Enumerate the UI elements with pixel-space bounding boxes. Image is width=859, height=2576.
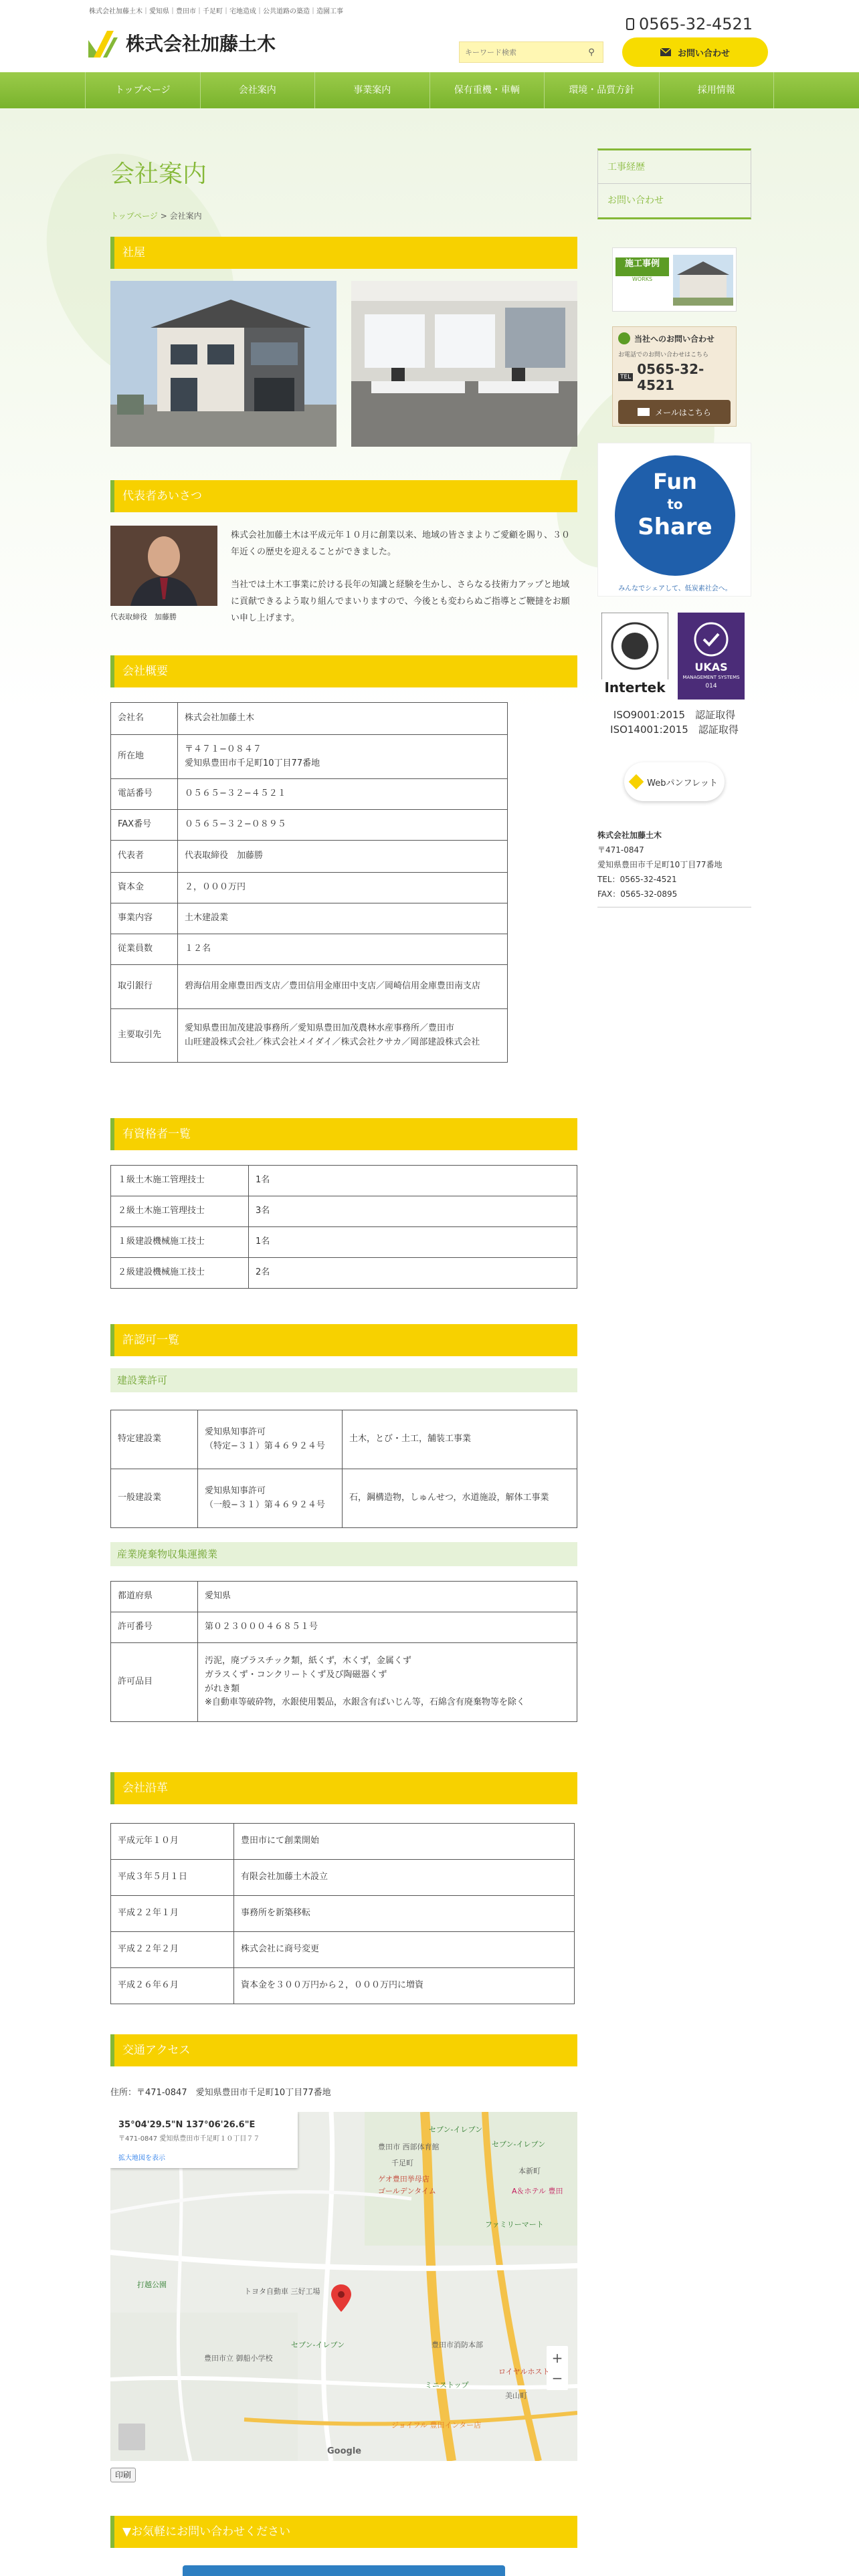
pamphlet-banner[interactable] — [597, 762, 751, 802]
contact-banner[interactable] — [597, 326, 751, 427]
svg-text:+: + — [551, 2350, 563, 2366]
map-info-card — [110, 2112, 298, 2168]
fun-share-text: Share — [638, 514, 712, 540]
contact-banner-sub: お電話でのお問い合わせはこちら — [618, 352, 709, 358]
map-label: 豊田市 西部体育館 — [378, 2143, 440, 2151]
history-row — [111, 1968, 575, 2004]
contact-check-icon — [618, 332, 630, 344]
works-banner-photo — [673, 255, 733, 306]
header-tel-number: 0565-32-4521 — [639, 15, 753, 33]
waste-permit-row — [111, 1643, 577, 1722]
history-row — [111, 1896, 575, 1932]
overview-row — [111, 735, 508, 779]
map-label: 本新町 — [518, 2167, 541, 2175]
map-label: 豊田市立 御船小学校 — [204, 2354, 273, 2363]
office-exterior-photo — [110, 281, 337, 447]
construction-permit-table — [110, 1410, 577, 1528]
map-label: ジョイフル 豊田インター店 — [391, 2421, 482, 2430]
fun-text: Fun — [653, 469, 697, 494]
licenses-heading: 有資格者一覧 — [110, 1118, 577, 1150]
history-event-cell: 豊田市にて創業開始 — [234, 1824, 575, 1860]
map-label: ゴールデンタイム — [378, 2187, 436, 2195]
nav-item-business[interactable]: 事業案内 — [314, 72, 430, 108]
print-button[interactable]: 印刷 — [110, 2468, 136, 2482]
license-label-cell: １級土木施工管理技士 — [111, 1166, 249, 1196]
permit-number-cell: 愛知県知事許可 （特定−３１）第４６９２４号 — [198, 1410, 343, 1469]
license-row — [111, 1166, 577, 1196]
nav-item-equipment[interactable]: 保有重機・車輌 — [430, 72, 545, 108]
history-date-cell: 平成３年５月１日 — [111, 1860, 234, 1896]
phone-icon — [626, 18, 635, 30]
map-coord: 35°04'29.5"N 137°06'26.6"E — [118, 2120, 256, 2130]
search-input[interactable] — [460, 42, 580, 62]
ukas-crown-icon — [688, 618, 735, 658]
history-section — [110, 1772, 577, 1991]
map-address: 〒471-0847 愛知県豊田市千足町１０丁目７７ — [118, 2135, 260, 2143]
iso14001-text: ISO14001:2015 認証取得 — [610, 724, 739, 736]
search-box — [459, 41, 603, 63]
ukas-label: UKAS — [694, 661, 728, 673]
overview-row — [111, 810, 508, 841]
pamphlet-icon — [629, 774, 644, 790]
sidebar-nav — [597, 148, 751, 219]
fun-to-text: to — [667, 496, 683, 512]
breadcrumb-current: 会社案内 — [169, 211, 202, 221]
waste-label-cell: 都道府県 — [111, 1582, 198, 1612]
office-section — [110, 237, 577, 269]
overview-label-cell: 従業員数 — [111, 934, 178, 965]
inquiry-section — [110, 2516, 577, 2548]
overview-value-cell: 土木建設業 — [178, 903, 508, 934]
map-enlarge-link[interactable]: 拡大地図を表示 — [118, 2155, 165, 2162]
overview-value-cell: ２，０００万円 — [178, 873, 508, 903]
permits-section — [110, 1324, 577, 1708]
waste-value-cell: 愛知県 — [198, 1582, 577, 1612]
license-label-cell: ２級建設機械施工技士 — [111, 1258, 249, 1289]
map-label: ファミリーマート — [485, 2220, 544, 2229]
overview-value-cell: 〒４７１−０８４７ 愛知県豊田市千足町10丁目77番地 — [178, 735, 508, 779]
company-fax: FAX：0565-32-0895 — [597, 889, 678, 899]
construction-permit-row — [111, 1410, 577, 1469]
license-row — [111, 1258, 577, 1289]
waste-permit-table — [110, 1581, 577, 1722]
map-label: セブン-イレブン — [492, 2140, 546, 2149]
map-label: トヨタ自動車 三好工場 — [244, 2287, 320, 2296]
license-value-cell: 1名 — [249, 1227, 577, 1258]
waste-value-cell: 汚泥，廃プラスチック類，紙くず，木くず，金属くず ガラスくず・コンクリートくず及び陶磁器くず がれき類 ※自動車等破砕物，水銀使用製品，水銀含有ばいじん等，石綿含有廃棄物等を除く — [198, 1643, 577, 1722]
nav-item-policy[interactable]: 環境・品質方針 — [544, 72, 659, 108]
map-label: セブン-イレブン — [429, 2125, 483, 2134]
logo-mark-icon — [87, 27, 119, 59]
fun-to-share-banner[interactable] — [597, 443, 751, 597]
site-logo[interactable] — [87, 27, 276, 59]
history-date-cell: 平成２６年６月 — [111, 1968, 234, 2004]
license-value-cell: 3名 — [249, 1196, 577, 1227]
history-row — [111, 1860, 575, 1896]
history-event-cell: 事務所を新築移転 — [234, 1896, 575, 1932]
overview-label-cell: 代表者 — [111, 841, 178, 873]
waste-permit-row — [111, 1612, 577, 1643]
history-event-cell: 株式会社に商号変更 — [234, 1932, 575, 1968]
access-heading: 交通アクセス — [110, 2034, 577, 2066]
permit-scope-cell: 石，鋼構造物，しゅんせつ，水道施設，解体工事業 — [343, 1469, 577, 1528]
license-row — [111, 1196, 577, 1227]
overview-label-cell: 取引銀行 — [111, 965, 178, 1009]
company-zip: 〒471-0847 — [597, 845, 644, 855]
header-contact-label: お問い合わせ — [677, 48, 730, 59]
overview-value-cell: 株式会社加藤土木 — [178, 703, 508, 735]
overview-value-cell: 碧海信用金庫豊田西支店／豊田信用金庫田中支店／岡崎信用金庫豊田南支店 — [178, 965, 508, 1009]
permit-number-cell: 愛知県知事許可 （一般−３１）第４６９２４号 — [198, 1469, 343, 1528]
overview-label-cell: 資本金 — [111, 873, 178, 903]
overview-label-cell: 所在地 — [111, 735, 178, 779]
license-value-cell: 1名 — [249, 1166, 577, 1196]
construction-permit-row — [111, 1469, 577, 1528]
works-banner-title: 施工事例 — [615, 257, 669, 276]
greeting-paragraph-1: 株式会社加藤土木は平成元年１０月に創業以来、地域の皆さまよりご愛顧を賜り、３０年近くの歴史を迎えることができました。 — [231, 530, 571, 557]
contact-banner-tel: 0565-32-4521 — [637, 361, 704, 393]
overview-value-cell: 愛知県豊田加茂建設事務所／愛知県豊田加茂農林水産事務所／豊田市 山旺建設株式会社／株式会社メイダイ／株式会社クサカ／岡部建設株式会社 — [178, 1009, 508, 1063]
map-label: 千足町 — [391, 2159, 413, 2167]
map-label: ゲオ豊田挙母店 — [378, 2175, 430, 2183]
site-header — [0, 0, 859, 72]
breadcrumb-separator: > — [157, 211, 170, 221]
permit-type-cell: 特定建設業 — [111, 1410, 198, 1469]
history-date-cell: 平成２２年１月 — [111, 1896, 234, 1932]
contact-mail-label: メールはこちら — [655, 407, 711, 417]
nav-item-recruit[interactable]: 採用情報 — [659, 72, 775, 108]
iso-banner — [597, 613, 751, 746]
sidebar — [597, 148, 751, 899]
office-heading: 社屋 — [110, 237, 577, 269]
president-photo — [110, 526, 217, 606]
inquiry-heading: ▼お気軽にお問い合わせください — [110, 2516, 577, 2548]
overview-section — [110, 655, 577, 1047]
logo-text: 株式会社加藤土木 — [126, 33, 276, 55]
waste-permit-row — [111, 1582, 577, 1612]
licenses-section — [110, 1118, 577, 1278]
overview-value-cell: ０５６５−３２−４５２１ — [178, 779, 508, 810]
ukas-sub: MANAGEMENT SYSTEMS — [682, 675, 740, 680]
license-label-cell: ２級土木施工管理技士 — [111, 1196, 249, 1227]
history-row — [111, 1824, 575, 1860]
header-tel — [626, 15, 753, 33]
map-label: ロイヤルホスト — [498, 2367, 550, 2376]
overview-label-cell: 主要取引先 — [111, 1009, 178, 1063]
overview-label-cell: 会社名 — [111, 703, 178, 735]
contact-mail-button[interactable] — [618, 400, 731, 424]
breadcrumb — [110, 210, 577, 225]
breadcrumb-home[interactable]: トップページ — [110, 211, 158, 221]
overview-row — [111, 934, 508, 965]
permits-heading: 許認可一覧 — [110, 1324, 577, 1356]
company-address: 愛知県豊田市千足町10丁目77番地 — [597, 860, 723, 869]
greeting-section — [110, 480, 577, 623]
greeting-heading: 代表者あいさつ — [110, 480, 577, 512]
overview-label-cell: FAX番号 — [111, 810, 178, 841]
mail-icon — [638, 408, 650, 416]
nav-item-top[interactable]: トップページ — [85, 72, 200, 108]
president-caption: 代表取締役 加藤勝 — [110, 613, 177, 621]
history-row — [111, 1932, 575, 1968]
license-label-cell: １級建設機械施工技士 — [111, 1227, 249, 1258]
ukas-logo — [678, 613, 745, 700]
history-event-cell: 有限会社加藤土木設立 — [234, 1860, 575, 1896]
waste-label-cell: 許可番号 — [111, 1612, 198, 1643]
overview-label-cell: 事業内容 — [111, 903, 178, 934]
permit-type-cell: 一般建設業 — [111, 1469, 198, 1528]
overview-row — [111, 703, 508, 735]
map-label: A＆ホテル 豊田 — [512, 2187, 563, 2195]
overview-heading: 会社概要 — [110, 655, 577, 687]
overview-value-cell: ０５６５−３２−０８９５ — [178, 810, 508, 841]
map-google-logo: Google — [327, 2446, 362, 2456]
permit-scope-cell: 土木，とび・土工，舗装工事業 — [343, 1410, 577, 1469]
map-label: セブン-イレブン — [291, 2341, 345, 2349]
intertek-label: Intertek — [604, 679, 666, 695]
page-title: 会社案内 — [110, 160, 207, 188]
overview-row — [111, 779, 508, 810]
tel-badge-icon: TEL — [618, 373, 633, 381]
history-table — [110, 1823, 575, 2004]
waste-label-cell: 許可品目 — [111, 1643, 198, 1722]
overview-value-cell: １２名 — [178, 934, 508, 965]
license-row — [111, 1227, 577, 1258]
overview-row — [111, 965, 508, 1009]
map-label: ミニストップ — [425, 2381, 469, 2389]
overview-row — [111, 903, 508, 934]
history-heading: 会社沿革 — [110, 1772, 577, 1804]
history-event-cell: 資本金を３００万円から２，０００万円に増資 — [234, 1968, 575, 2004]
company-tel: TEL：0565-32-4521 — [597, 875, 677, 884]
access-address: 住所：〒471-0847 愛知県豊田市千足町10丁目77番地 — [110, 2088, 331, 2098]
license-value-cell: 2名 — [249, 1258, 577, 1289]
sidebar-company-info — [597, 828, 751, 907]
construction-permit-heading: 建設業許可 — [110, 1368, 577, 1392]
ukas-number: 014 — [705, 683, 717, 689]
overview-row — [111, 841, 508, 873]
overview-row — [111, 873, 508, 903]
access-section — [110, 2034, 577, 2480]
licenses-table — [110, 1165, 577, 1289]
office-interior-photo — [351, 281, 577, 447]
works-banner[interactable] — [597, 247, 751, 312]
overview-value-cell: 代表取締役 加藤勝 — [178, 841, 508, 873]
svg-text:−: − — [551, 2370, 563, 2386]
nav-item-company[interactable]: 会社案内 — [200, 72, 315, 108]
greeting-paragraph-2: 当社では土木工事業に於ける長年の知識と経験を生かし、さらなる技術力アップと地域に貢献できるよう取り組んでまいりますので、今後とも変わらぬご指導とご鞭撻をお願い申し上げます。 — [231, 580, 570, 623]
inquiry-button[interactable] — [183, 2565, 505, 2576]
overview-table — [110, 702, 508, 1063]
waste-value-cell: 第０２３０００４６８５１号 — [198, 1612, 577, 1643]
mail-icon — [660, 48, 671, 56]
pamphlet-label: Webパンフレット — [647, 778, 718, 788]
map-label: 豊田市消防本部 — [432, 2341, 483, 2349]
company-name: 株式会社加藤土木 — [597, 831, 662, 840]
history-date-cell: 平成元年１０月 — [111, 1824, 234, 1860]
waste-permit-heading: 産業廃棄物収集運搬業 — [110, 1542, 577, 1566]
sidebar-item-contact[interactable]: お問い合わせ — [607, 195, 664, 206]
main-content — [110, 155, 577, 2539]
map-label: 打越公園 — [137, 2280, 167, 2289]
sidebar-item-works[interactable]: 工事経歴 — [598, 150, 751, 184]
header-tagline: 株式会社加藤土木｜愛知県｜豊田市｜千足町｜宅地造成｜公共道路の築造｜造園工事 — [89, 8, 343, 15]
header-contact-button[interactable] — [622, 37, 768, 67]
overview-label-cell: 電話番号 — [111, 779, 178, 810]
works-banner-sub: WORKS — [632, 276, 653, 282]
search-icon[interactable]: ⚲ — [588, 47, 595, 58]
global-nav — [0, 72, 859, 108]
contact-banner-title: 当社へのお問い合わせ — [634, 334, 715, 344]
map-label: 美山町 — [505, 2391, 527, 2400]
history-date-cell: 平成２２年２月 — [111, 1932, 234, 1968]
fun-tagline: みんなでシェアして、低炭素社会へ。 — [618, 585, 732, 593]
overview-row — [111, 1009, 508, 1063]
map-embed[interactable] — [110, 2112, 577, 2461]
iso9001-text: ISO9001:2015 認証取得 — [613, 709, 736, 721]
